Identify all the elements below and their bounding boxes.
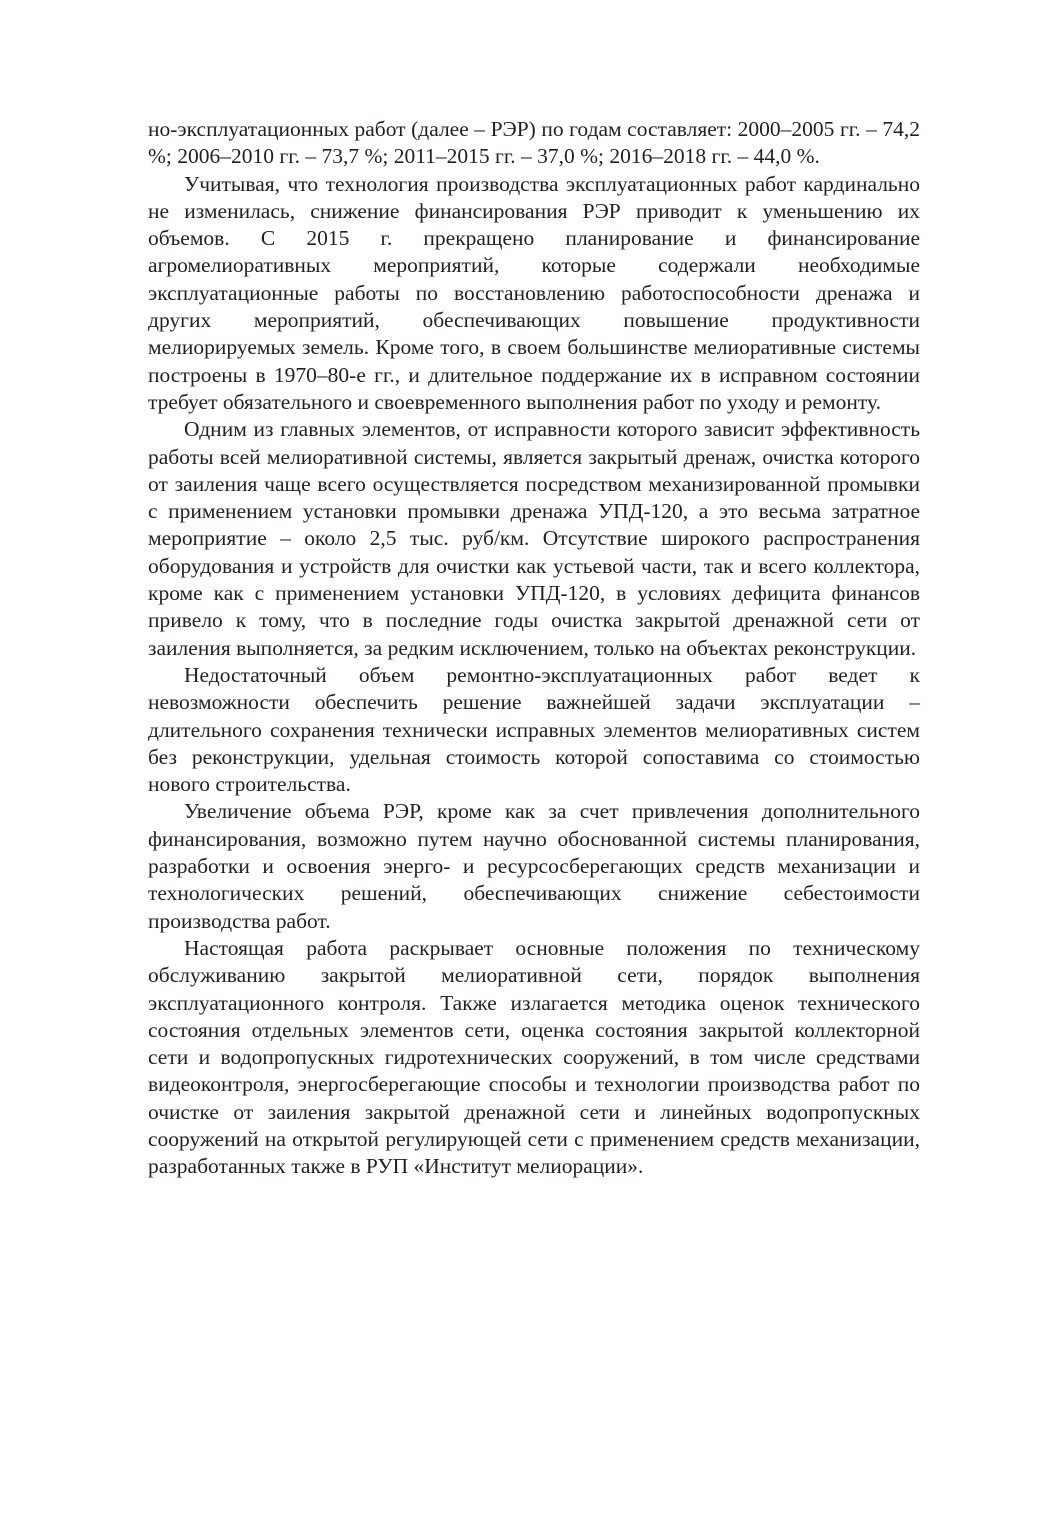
document-page xyxy=(148,116,920,1181)
paragraph-work-summary: Настоящая работа раскрывает основные положения по техническому обслуживанию закрытой мелиоративной сети, порядок выполнения эксплуатационного контроля. Также излагается методика оценок технического состояния отдельных элементов сети, оценка состояния закрытой коллекторной сети и водопропускных гидротехнических сооружений, в том числе средствами видеоконтроля, энергосберегающие способы и технологии производства работ по очистке от заиления закрытой дренажной сети и линейных водопропускных сооружений на открытой регулирующей сети с применением средств механизации, разработанных также в РУП «Институт мелиорации». xyxy=(148,935,920,1179)
paragraph-insufficient-volume: Недостаточный объем ремонтно-эксплуатационных работ ведет к невозможности обеспечить решение важнейшей задачи эксплуатации – длительного сохранения технически исправных элементов мелиоративных систем без реконструкции, удельная стоимость которой сопоставима со стоимостью нового строительства. xyxy=(148,662,920,797)
paragraph-financing-reduction: Учитывая, что технология производства эксплуатационных работ кардинально не изменилась, снижение финансирования РЭР приводит к уменьшению их объемов. С 2015 г. прекращено планирование и финансирование агромелиоративных мероприятий, которые содержали необходимые эксплуатационные работы по восстановлению работоспособности дренажа и других мероприятий, обеспечивающих повышение продуктивности мелиорируемых земель. Кроме того, в своем большинстве мелиоративные системы построены в 1970–80-е гг., и длительное поддержание их в исправном состоянии требует обязательного и своевременного выполнения работ по уходу и ремонту. xyxy=(148,171,920,414)
paragraph-closed-drainage: Одним из главных элементов, от исправности которого зависит эффективность работы всей мелиоративной системы, является закрытый дренаж, очистка которого от заиления чаще всего осуществляется посредством механизированной промывки с применением установки промывки дренажа УПД-120, а это весьма затратное мероприятие – около 2,5 тыс. руб/км. Отсутствие широкого распространения оборудования и устройств для очистки как устьевой части, так и всего коллектора, кроме как с применением установки УПД-120, в условиях дефицита финансов привело к тому, что в последние годы очистка закрытой дренажной сети от заиления выполняется, за редким исключением, только на объектах реконструкции. xyxy=(148,417,920,660)
paragraph-continuation: но-эксплуатационных работ (далее – РЭР) по годам составляет: 2000–2005 гг. – 74,2 %; 2006–2010 гг. – 73,7 %; 2011–2015 гг. – 37,0 %; 2016–2018 гг. – 44,0 %. xyxy=(148,117,920,169)
paragraph-increase-volume: Увеличение объема РЭР, кроме как за счет привлечения дополнительного финансирования, возможно путем научно обоснованной системы планирования, разработки и освоения энерго- и ресурсосберегающих средств механизации и технологических решений, обеспечивающих снижение себестоимости производства работ. xyxy=(148,799,920,933)
